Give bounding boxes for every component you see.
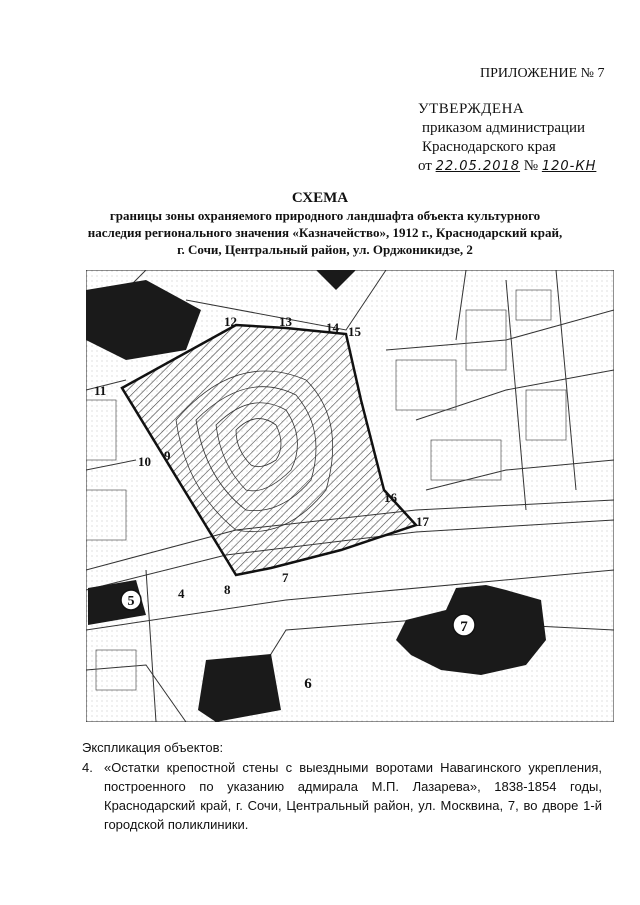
point-label-7: 7 bbox=[282, 570, 289, 585]
point-label-4: 4 bbox=[178, 586, 185, 601]
order-line-2: Краснодарского края bbox=[422, 139, 556, 155]
point-label-12: 12 bbox=[224, 314, 237, 329]
point-label-14: 14 bbox=[326, 320, 339, 335]
approval-block bbox=[418, 100, 596, 176]
map-svg bbox=[86, 270, 614, 722]
appendix-label: ПРИЛОЖЕНИЕ № 7 bbox=[480, 66, 605, 81]
number-prefix: № bbox=[523, 158, 539, 174]
object-marker-7 bbox=[453, 614, 475, 636]
approved-heading: УТВЕРЖДЕНА bbox=[418, 101, 525, 117]
explication-item-text: «Остатки крепостной стены с выездными воротами Навагинского укрепления, построенного по указанию адмирала М.П. Лазарева», 1838-1854 годы, Краснодарский край, г. Сочи, Центральный район, ул. Москвина, 7, во дворе 1-й городской поликлиники. bbox=[104, 760, 602, 832]
explication-heading: Экспликация объектов: bbox=[82, 740, 224, 755]
handwritten-date: 22.05.2018 bbox=[435, 159, 521, 174]
point-label-15: 15 bbox=[348, 324, 361, 339]
point-label-16: 16 bbox=[384, 490, 397, 505]
object-marker-7-label: 7 bbox=[460, 619, 468, 635]
date-prefix: от bbox=[418, 158, 432, 174]
order-line-1: приказом администрации bbox=[422, 120, 586, 136]
point-label-17: 17 bbox=[416, 514, 429, 529]
point-label-13: 13 bbox=[279, 314, 292, 329]
object-marker-5 bbox=[121, 590, 141, 610]
object-marker-6-label: 6 bbox=[304, 676, 312, 692]
point-label-11: 11 bbox=[94, 383, 107, 398]
explication-item-number: 4. bbox=[82, 760, 93, 775]
object-marker-6 bbox=[304, 676, 312, 692]
order-date-line bbox=[418, 157, 596, 176]
point-label-10: 10 bbox=[138, 454, 151, 469]
document-subtitle: границы зоны охраняемого природного ландшафта объекта культурного наследия регионального значения «Казначейство», 1912 г., Краснодарский край, г. Сочи, Центральный район, ул. Орджоникидзе, 2 bbox=[87, 208, 563, 257]
handwritten-number: 120-КН bbox=[541, 159, 597, 174]
explication-item bbox=[82, 758, 602, 834]
document-title: СХЕМА bbox=[291, 190, 349, 206]
point-label-9: 9 bbox=[164, 448, 171, 463]
object-marker-5-label: 5 bbox=[127, 594, 135, 609]
point-label-8: 8 bbox=[224, 582, 231, 597]
boundary-map bbox=[86, 270, 614, 722]
